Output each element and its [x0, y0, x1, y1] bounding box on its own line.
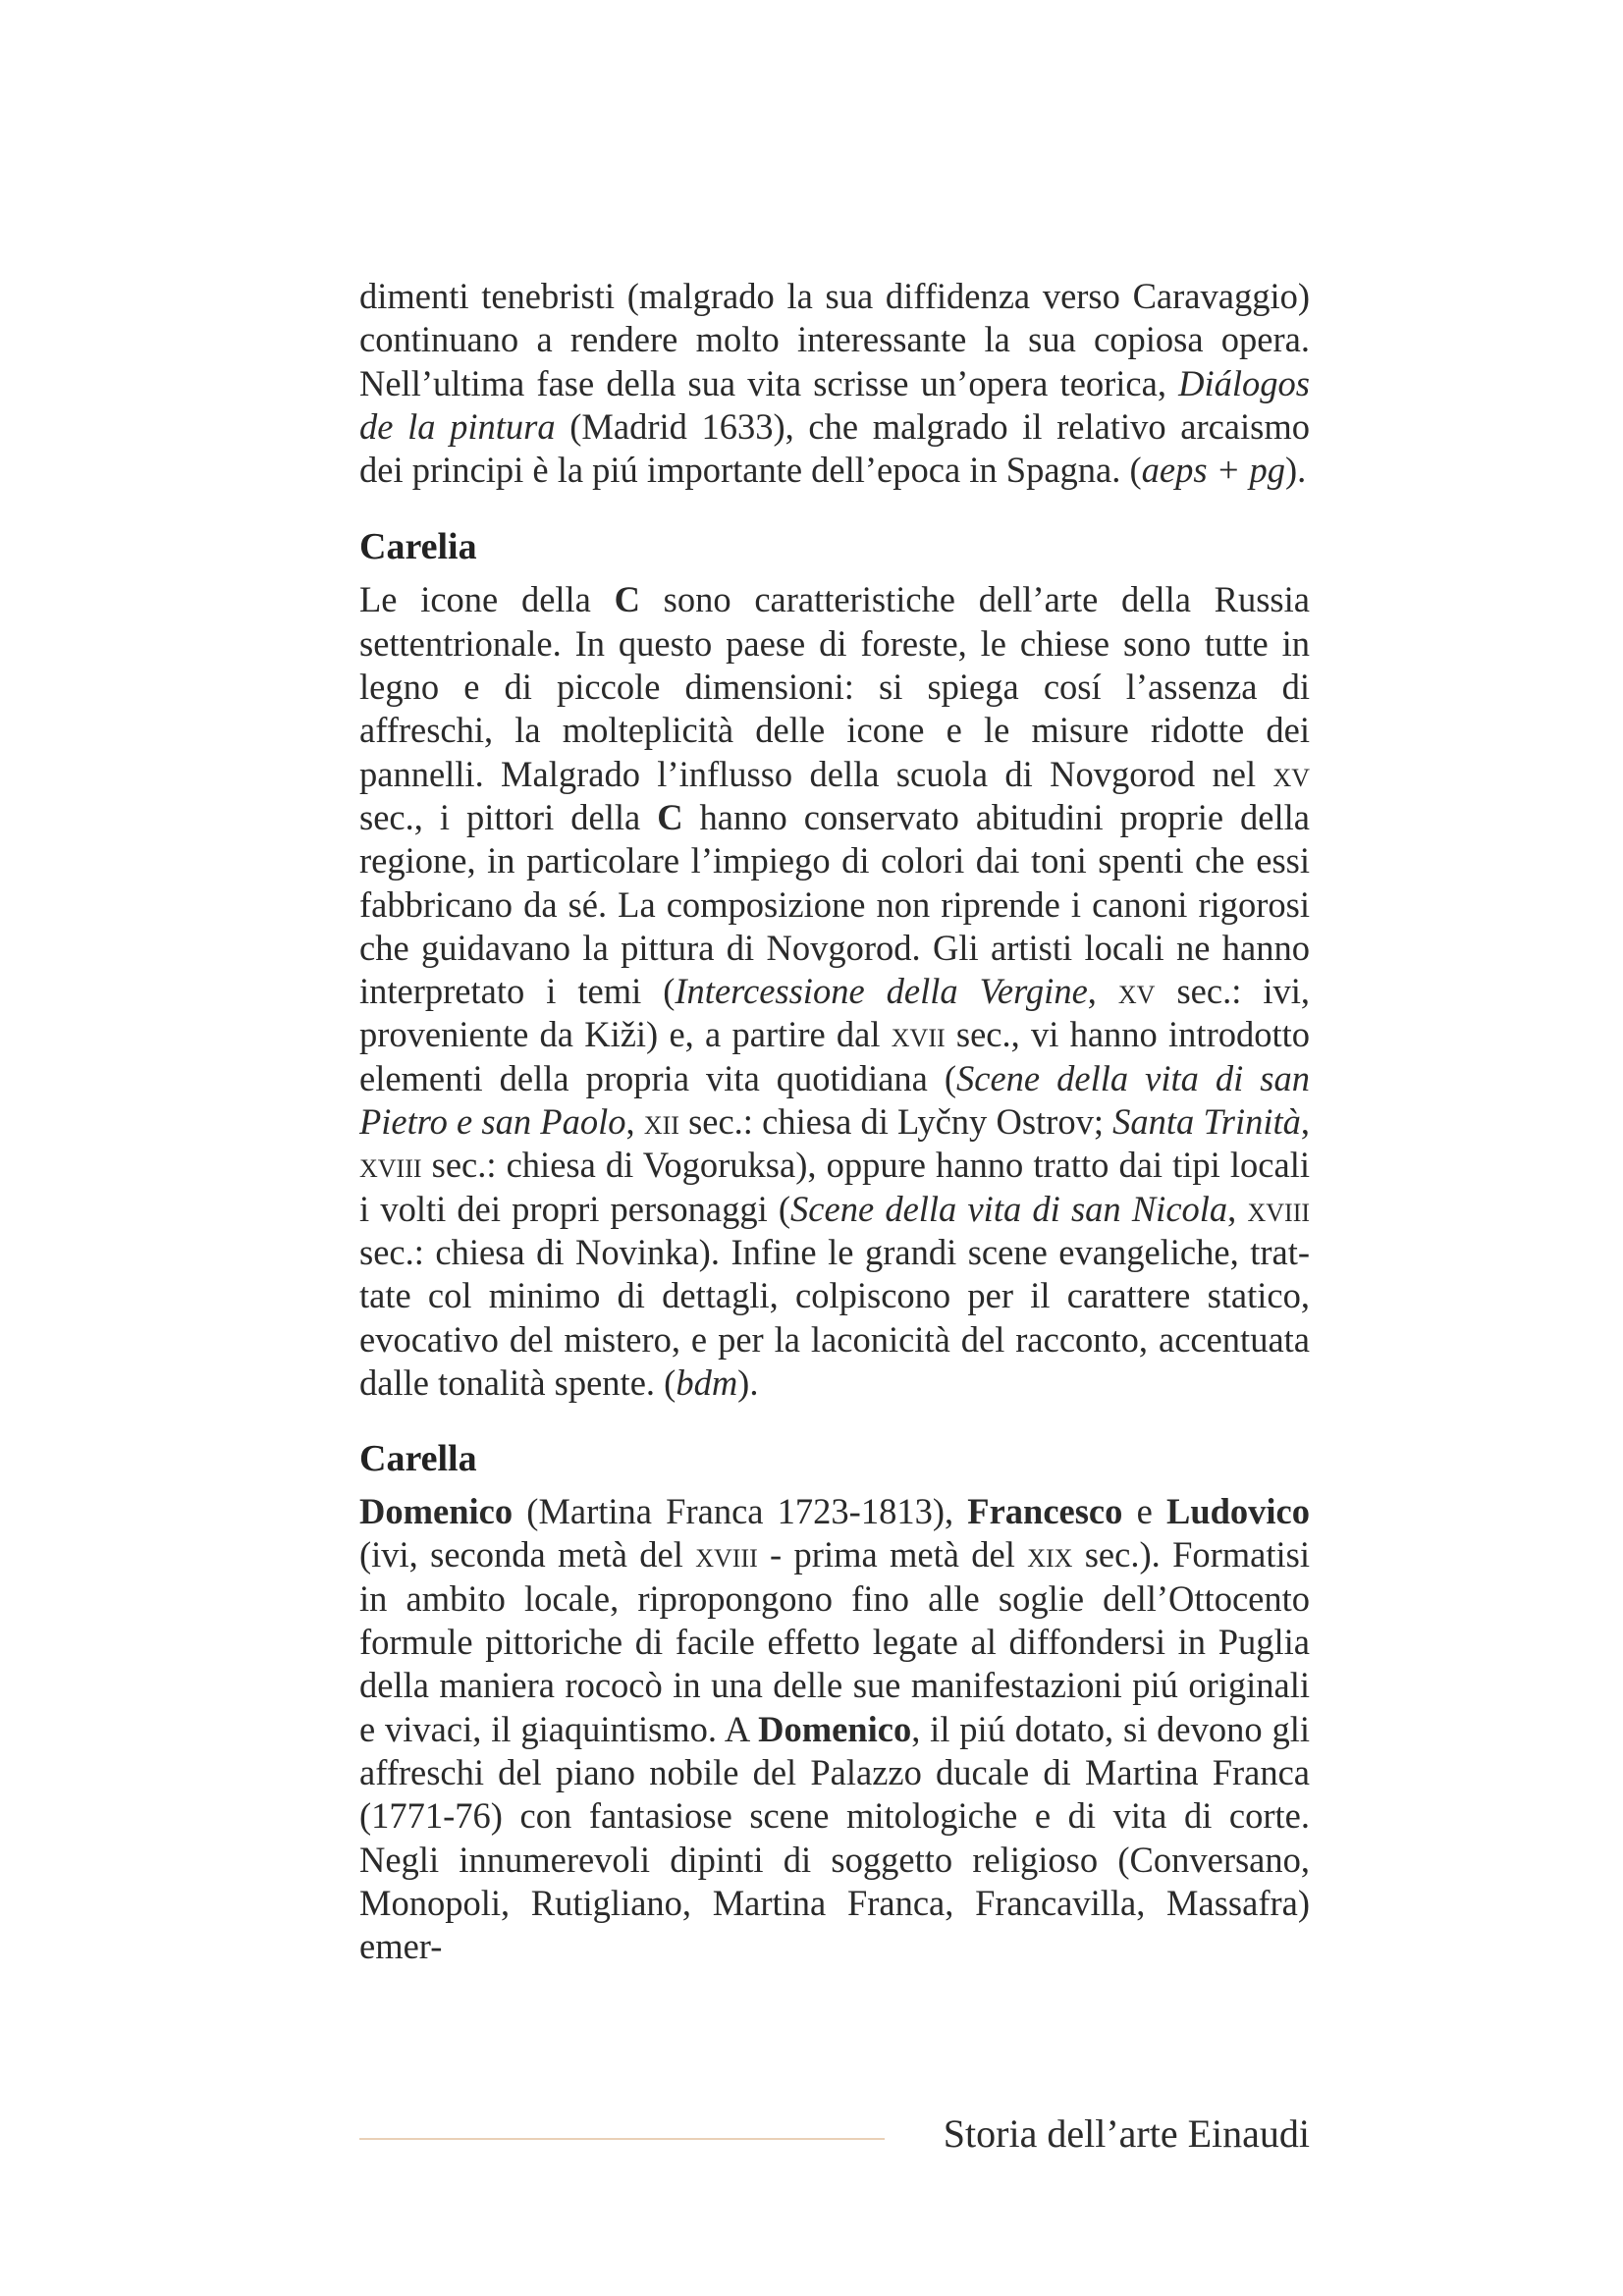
- italic-run: Scene della vita di san Nicola: [790, 1188, 1228, 1229]
- text-run: e: [1122, 1491, 1166, 1532]
- bold-run: Ludovico: [1165, 1491, 1311, 1532]
- text-run: sec.: chiesa di Novinka). Infine le grandi scene evangeliche, trattate col minimo di dettagli, colpiscono per il carattere statico, evocativo del mistero, e per la laconicità del racconto, accentuata dalle tonalità spente. (: [359, 1231, 1310, 1403]
- bold-run: Domenico: [758, 1708, 912, 1749]
- text-run: sono caratteristiche dell’arte della Russia settentrionale. In questo paese di foreste, le chiese sono tutte in legno e di piccole dimensioni: si spiega cosí l’assenza di affreschi, la molteplicità delle icone e le misure ridotte dei pannelli. Malgrado l’influsso della scuola di Novgorod nel: [359, 579, 1310, 794]
- italic-run: Santa Trinità: [1112, 1101, 1301, 1143]
- text-run: - prima metà del: [757, 1534, 1028, 1575]
- smallcaps-run: xviii: [695, 1534, 758, 1575]
- text-run: ,: [1087, 971, 1118, 1012]
- bold-run: Francesco: [967, 1491, 1123, 1532]
- page-footer: [359, 2106, 1310, 2164]
- text-run: hanno conservato abitudini proprie della regione, in particolare l’impiego di colori dai toni spenti che essi fabbricano da sé. La composizione non riprende i canoni rigorosi che guidavano la pittura di Novgorod. Gli artisti locali ne hanno interpretato i temi (: [359, 796, 1310, 1012]
- text-run: ).: [1284, 450, 1307, 491]
- text-run: ,: [625, 1101, 644, 1143]
- smallcaps-run: xviii: [1247, 1188, 1311, 1229]
- italic-run: Intercessione della Vergine: [675, 971, 1088, 1012]
- page-body: [359, 275, 1310, 1968]
- text-run: (Madrid 1633), che malgrado il relativo arcaismo dei principi è la piú importante dell’epoca in Spagna. (: [359, 405, 1310, 491]
- smallcaps-run: xviii: [359, 1145, 422, 1186]
- entry-text-carelia: [359, 578, 1310, 1405]
- text-run: , il piú dotato, si devono gli affreschi del piano nobile del Palazzo ducale di Martina Franca (1771-76) con fantasiose scene mitologiche e di vita di corte. Negli innumerevoli dipinti di soggetto religioso (Conversano, Monopoli, Rutigliano, Martina Franca, Francavilla, Massafra) emer-: [359, 1708, 1311, 1967]
- italic-run: bdm: [676, 1362, 738, 1403]
- text-run: sec., i pittori della: [359, 796, 658, 837]
- entry-text-carella: [359, 1490, 1310, 1968]
- text-run: ).: [737, 1362, 759, 1403]
- italic-run: aeps + pg: [1141, 450, 1285, 491]
- bold-run: C: [614, 579, 640, 620]
- text-run: ,: [1227, 1188, 1248, 1229]
- text-run: (ivi, seconda metà del: [359, 1534, 696, 1575]
- text-run: sec.). Formatisi in ambito locale, ripropongono fino alle soglie dell’Ottocento formule pittoriche di facile effetto legate al diffondersi in Puglia della maniera rococò in una delle sue manifestazioni piú originali e vivaci, il giaquintismo. A: [359, 1534, 1310, 1749]
- text-run: sec.: chiesa di Lyčny Ostrov;: [678, 1101, 1113, 1143]
- entry-heading-carella: Carella: [359, 1438, 477, 1480]
- smallcaps-run: xvii: [891, 1014, 946, 1055]
- text-run: ,: [1300, 1101, 1310, 1143]
- italic-run: Diálogos de la pintura: [359, 362, 1310, 447]
- smallcaps-run: xix: [1027, 1534, 1073, 1575]
- text-run: dimenti tenebristi (malgrado la sua diffidenza verso Caravaggio) continuano a rendere molto interessante la sua copiosa opera. Nell’ultima fase della sua vita scrisse un’opera teorica,: [359, 276, 1310, 403]
- text-run: (Martina Franca 1723-1813),: [513, 1491, 968, 1532]
- bold-run: C: [657, 796, 683, 837]
- entry-heading-carelia: Carelia: [359, 526, 477, 568]
- text-run: sec.: chiesa di Vogoruksa), oppure hanno tratto dai tipi locali i volti dei propri personaggi (: [359, 1145, 1310, 1229]
- italic-run: Scene della vita di san Pietro e san Paolo: [359, 1057, 1310, 1143]
- footer-title: Storia dell’arte Einaudi: [943, 2111, 1310, 2156]
- smallcaps-run: xii: [643, 1101, 679, 1143]
- text-run: Le icone della: [359, 579, 615, 620]
- bold-run: Domenico: [359, 1491, 514, 1532]
- smallcaps-run: xv: [1272, 753, 1310, 794]
- entry-text-continuation: [359, 275, 1310, 492]
- footer-rule: [359, 2138, 885, 2140]
- text-run: sec., vi hanno introdotto elementi della propria vita quotidiana (: [359, 1014, 1311, 1098]
- text-run: sec.: ivi, proveniente da Kiži) e, a partire dal: [359, 971, 1310, 1055]
- smallcaps-run: xv: [1117, 971, 1156, 1012]
